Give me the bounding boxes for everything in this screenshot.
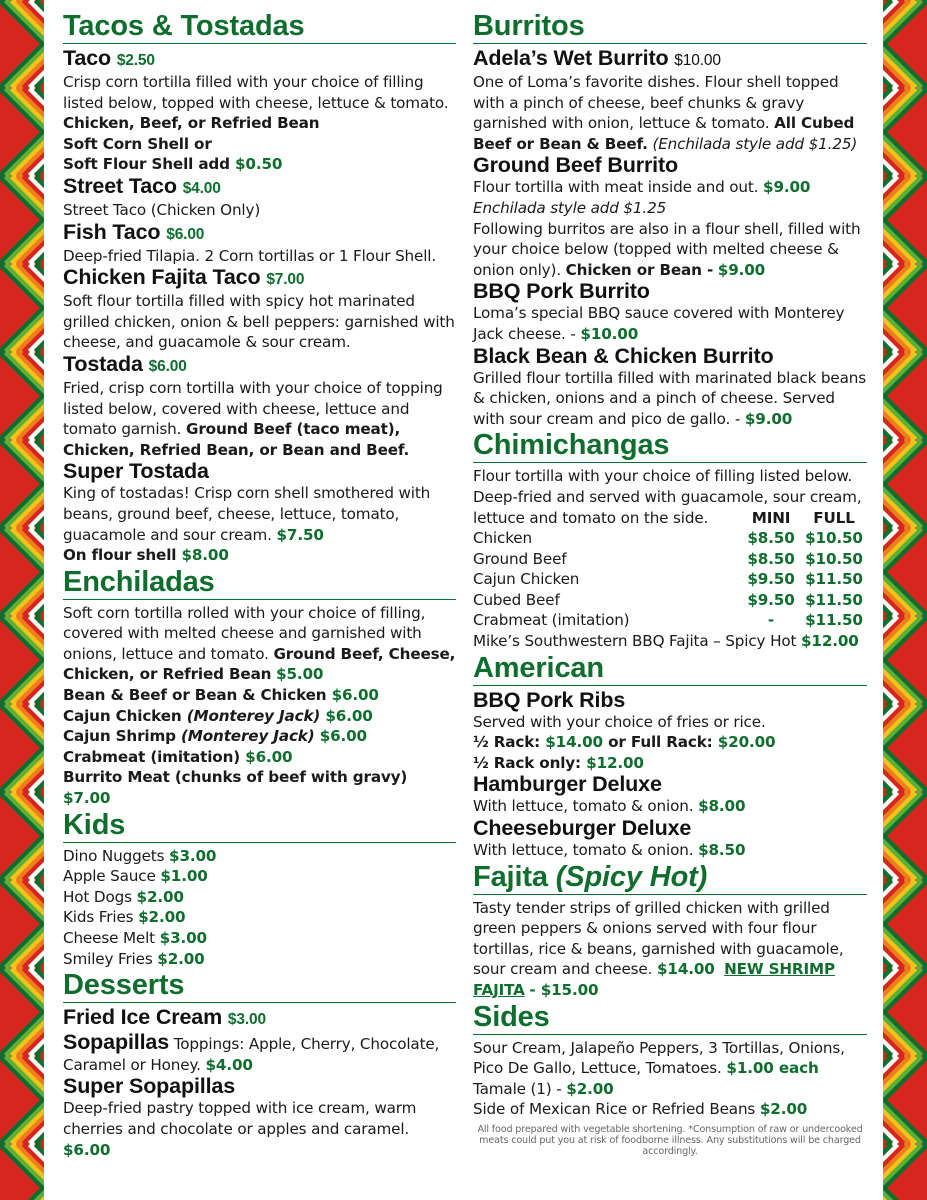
footnote: All food prepared with vegetable shortening. *Consumption of raw or undercooked meats could put you at risk of foodborne illness. Any substitutions will be charged accordingly. [477,1123,863,1157]
item-price: $6.00 [319,727,367,746]
list-item [63,846,456,867]
item-cheeseburger-deluxe: Cheeseburger Deluxe [473,816,692,841]
item-hamburger-deluxe: Hamburger Deluxe [473,772,662,797]
row-mini-price: $8.50 [747,549,795,568]
item-desc: Street Taco (Chicken Only) [63,200,261,219]
list-item [63,706,456,727]
row-full-price: $10.50 [805,529,863,548]
item-note: (Monterey Jack) [181,727,315,746]
section-title-desserts: Desserts [63,969,456,1003]
item-options: Soft Flour Shell add $0.50 [63,155,283,174]
item-desc: King of tostadas! Crisp corn shell smothered with beans, ground beef, cheese, lettuce, tomato, guacamole and sour cream. $7.50 [63,484,431,544]
item-chicken-fajita-taco: Chicken Fajita Taco $7.00 [63,265,305,290]
item-name: Cheese Melt [63,929,155,947]
item-desc: Soft corn tortilla rolled with your choice of filling, covered with melted cheese and garnished with onions, lettuce and tomato. Ground Beef, Cheese, Chicken, or Refried Bean $5.00 [63,603,456,684]
list-item [63,928,456,949]
item-desc: Following burritos are also in a flour shell, filled with your choice below (topped with melted cheese & onion only). Chicken or Bean - $9.00 [473,219,861,279]
item-desc: Grilled flour tortilla filled with marinated black beans & chicken, onions and a pinch of cheese. Served with sour cream and pico de gallo. - $9.00 [473,368,866,428]
row-mini-price: - [767,611,775,630]
item-desc: One of Loma’s favorite dishes. Flour shell topped with a pinch of cheese, beef chunks & gravy garnished with onion, lettuce & tomato. All Cubed Beef or Bean & Beef. (Enchilada style add $1.25) [473,73,858,153]
table-row [473,569,867,590]
list-item [63,767,456,808]
left-column [63,10,456,1160]
item-name: Dino Nuggets [63,846,165,865]
item-options: ½ Rack only: $12.00 [473,753,644,772]
item-fish-taco: Fish Taco $6.00 [63,219,205,244]
item-adelas-wet-burrito: Adela’s Wet Burrito $10.00 [473,46,721,70]
left-decorative-border [0,0,44,1200]
section-title-tacos: Tacos & Tostadas [63,10,456,44]
item-tostada: Tostada $6.00 [63,351,187,376]
row-name: Cajun Chicken [473,570,580,589]
row-full-price: $11.50 [805,590,863,609]
item-price: $1.00 [160,867,208,886]
section-title-american: American [473,652,867,686]
item-street-taco: Street Taco $4.00 [63,173,221,198]
item-options: ½ Rack: $14.00 or Full Rack: $20.00 [473,733,776,752]
item-options: On flour shell $8.00 [63,546,229,565]
right-column [473,10,867,1157]
item-options: Enchilada style add $1.25 [473,198,667,217]
zigzag-pattern-right [883,0,927,1200]
kids-list [63,846,456,970]
row-mini-price: $9.50 [747,570,795,589]
item-price: $6.00 [325,706,373,725]
item-rice-beans: Side of Mexican Rice or Refried Beans $2.00 [473,1100,808,1119]
enchilada-list [63,685,456,809]
list-item [63,887,456,908]
item-name: Cajun Shrimp [63,727,176,746]
item-name: Apple Sauce [63,867,156,886]
item-desc: Served with your choice of fries or rice. [473,712,766,731]
item-price: $2.50 [116,52,155,69]
section-title-burritos: Burritos [473,10,867,44]
item-desc: With lettuce, tomato & onion. $8.50 [473,841,746,860]
right-decorative-border [883,0,927,1200]
item-price: $7.00 [63,789,111,808]
item-name: Burrito Meat (chunks of beef with gravy) [63,768,408,787]
item-desc: Tasty tender strips of grilled chicken with grilled green peppers & onions served with four flour tortillas, rice & beans, garnished with guacamole, sour cream and cheese. $14.00 NEW SHRIMP FAJITA - $15.00 [473,898,844,999]
section-title-fajita: Fajita (Spicy Hot) [473,861,867,895]
item-super-tostada: Super Tostada [63,459,209,484]
item-tamale: Tamale (1) - $2.00 [473,1079,614,1098]
item-name: Crabmeat (imitation) [63,747,241,766]
table-row [473,610,867,631]
item-desc: Sour Cream, Jalapeño Peppers, 3 Tortillas, Onions, Pico De Gallo, Lettuce, Tomatoes. $1.00 each [473,1038,845,1078]
item-desc: Flour tortilla with your choice of filling listed below. Deep-fried and served with guacamole, sour cream, [473,467,862,506]
row-mini-price: $8.50 [747,529,795,548]
item-name: Kids Fries [63,908,134,927]
list-item [63,907,456,928]
item-desc: Loma’s special BBQ sauce covered with Monterey Jack cheese. - $10.00 [473,304,845,343]
item-desc: Deep-fried pastry topped with ice cream, warm cherries and chocolate or apples and caramel. $6.00 [63,1099,417,1159]
row-full-price: $10.50 [805,549,863,568]
item-price: $6.00 [245,747,293,766]
table-row [473,590,867,611]
section-title-kids: Kids [63,809,456,843]
item-price: $2.00 [136,887,184,906]
list-item [63,866,456,887]
item-price: $2.00 [138,908,186,927]
item-name: Taco [63,46,111,70]
item-bbq-pork-ribs: BBQ Pork Ribs [473,687,626,712]
item-desc: Flour tortilla with meat inside and out. $9.00 [473,178,811,197]
item-note: (Monterey Jack) [186,706,321,725]
section-title-chimichangas: Chimichangas [473,429,867,463]
list-item [63,747,456,768]
list-item [63,726,456,747]
list-item [63,949,456,970]
list-item [63,685,456,706]
row-full-price: $11.50 [805,570,863,589]
item-price: $2.00 [157,949,205,968]
item-options: Chicken, Beef, or Refried Bean [63,114,320,133]
section-title-enchiladas: Enchiladas [63,566,456,600]
item-price: $3.00 [159,929,207,947]
item-options: Soft Corn Shell or [63,134,212,153]
item-name: Cajun Chicken [63,706,182,725]
item-name: Hot Dogs [63,887,132,906]
item-desc: With lettuce, tomato & onion. $8.00 [473,797,746,816]
item-name: Smiley Fries [63,949,153,968]
item-super-sopapillas: Super Sopapillas [63,1074,236,1099]
item-sopapillas: Sopapillas Toppings: Apple, Cherry, Chocolate, Caramel or Honey. $4.00 [63,1030,440,1074]
zigzag-pattern-left [0,0,44,1200]
chimichanga-list [473,528,867,631]
item-fried-ice-cream: Fried Ice Cream $3.00 [63,1005,266,1030]
item-desc: Fried, crisp corn tortilla with your choice of topping listed below, covered with cheese, lettuce and tomato garnish. Ground Beef (taco meat), Chicken, Refried Bean, or Bean and Beef. [63,378,443,459]
row-name: Chicken [473,529,532,548]
item-desc: Soft flour tortilla filled with spicy hot marinated grilled chicken, onion & bell peppers: garnished with cheese, and guacamole & sour cream. [63,292,455,352]
row-mini-price: $9.50 [747,590,795,609]
item-price: $3.00 [169,846,217,865]
table-row [473,549,867,570]
item-desc: Crisp corn tortilla filled with your choice of filling listed below, topped with cheese, lettuce & tomato. [63,73,449,112]
row-name: Ground Beef [473,549,567,568]
item-price: $6.00 [331,686,379,705]
item-taco [63,47,456,72]
item-black-bean-chicken-burrito: Black Bean & Chicken Burrito [473,343,774,368]
row-full-price: $11.50 [805,611,863,630]
chimichanga-header-row: lettuce and tomato on the side. MINI FULL [473,508,855,527]
row-name: Cubed Beef [473,590,560,609]
row-name: Crabmeat (imitation) [473,611,630,630]
item-bbq-pork-burrito: BBQ Pork Burrito [473,279,650,304]
item-desc: Deep-fried Tilapia. 2 Corn tortillas or 1 Flour Shell. [63,246,437,265]
table-row [473,528,867,549]
item-name: Bean & Beef or Bean & Chicken [63,686,327,705]
section-title-sides: Sides [473,1001,867,1035]
item-ground-beef-burrito: Ground Beef Burrito [473,153,678,178]
item-mikes-fajita: Mike’s Southwestern BBQ Fajita – Spicy Hot $12.00 [473,632,859,651]
